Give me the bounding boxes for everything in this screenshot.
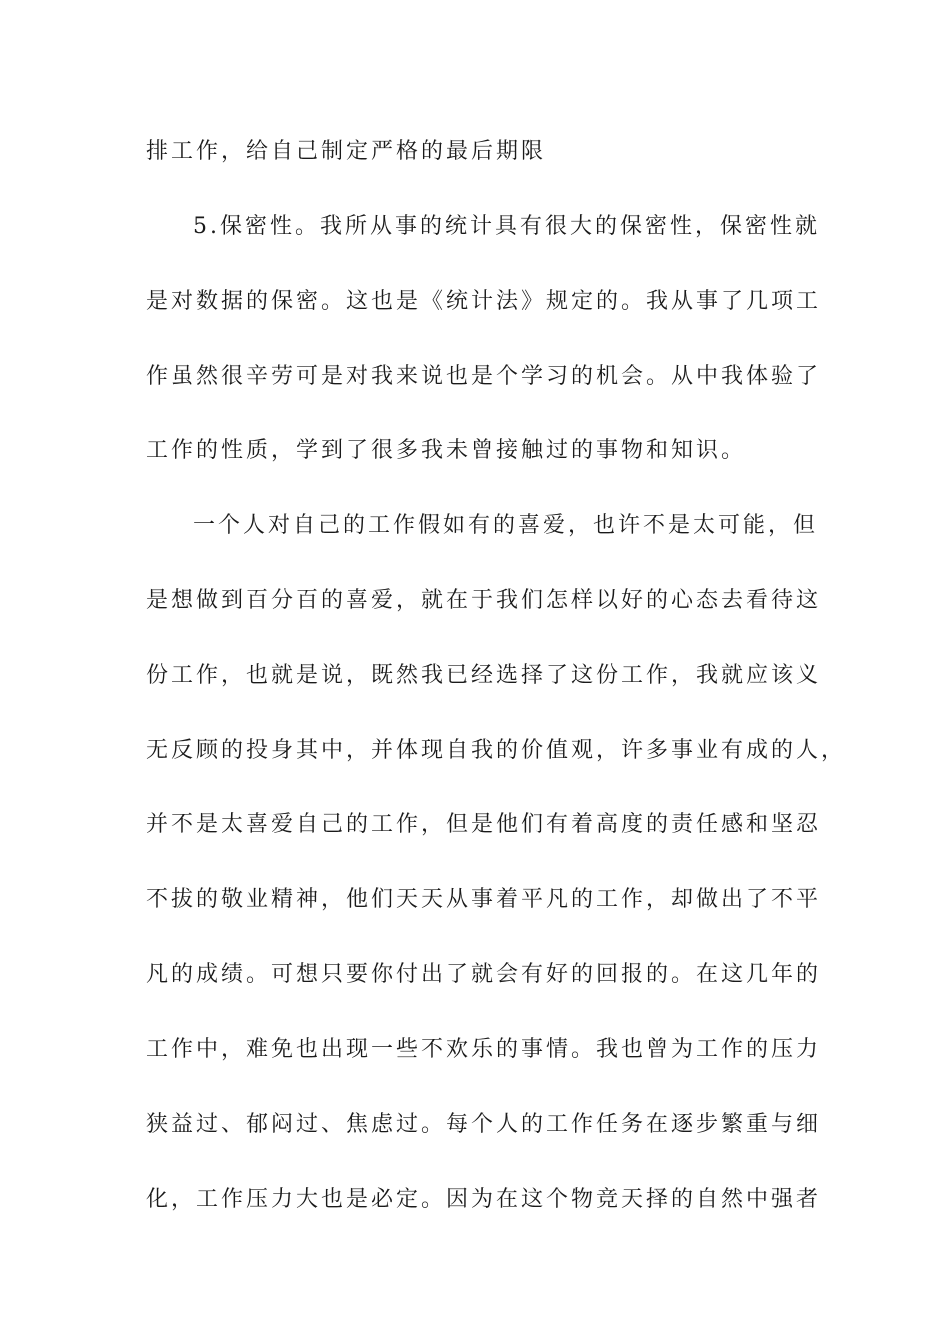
text-line: 作虽然很辛劳可是对我来说也是个学习的机会。从中我体验了 (146, 364, 822, 389)
text-line: 是对数据的保密。这也是《统计法》规定的。我从事了几项工 (146, 289, 822, 314)
text-line: 凡的成绩。可想只要你付出了就会有好的回报的。在这几年的 (146, 962, 822, 987)
text-line: 化，工作压力大也是必定。因为在这个物竞天择的自然中强者 (146, 1187, 822, 1212)
text-line: 5.保密性。我所从事的统计具有很大的保密性，保密性就 (193, 214, 820, 239)
text-line: 无反顾的投身其中，并体现自我的价值观，许多事业有成的人， (146, 738, 847, 763)
text-line: 并不是太喜爱自己的工作，但是他们有着高度的责任感和坚忍 (146, 812, 822, 837)
text-line: 排工作，给自己制定严格的最后期限 (146, 139, 547, 164)
text-line: 一个人对自己的工作假如有的喜爱，也许不是太可能，但 (193, 513, 819, 538)
text-line: 工作的性质，学到了很多我未曾接触过的事物和知识。 (146, 438, 747, 463)
text-line: 是想做到百分百的喜爱，就在于我们怎样以好的心态去看待这 (146, 588, 822, 613)
text-line: 狭益过、郁闷过、焦虑过。每个人的工作任务在逐步繁重与细 (146, 1112, 822, 1137)
text-line: 份工作，也就是说，既然我已经选择了这份工作，我就应该义 (146, 663, 822, 688)
text-line: 工作中，难免也出现一些不欢乐的事情。我也曾为工作的压力 (146, 1037, 822, 1062)
text-line: 不拔的敬业精神，他们天天从事着平凡的工作，却做出了不平 (146, 887, 822, 912)
